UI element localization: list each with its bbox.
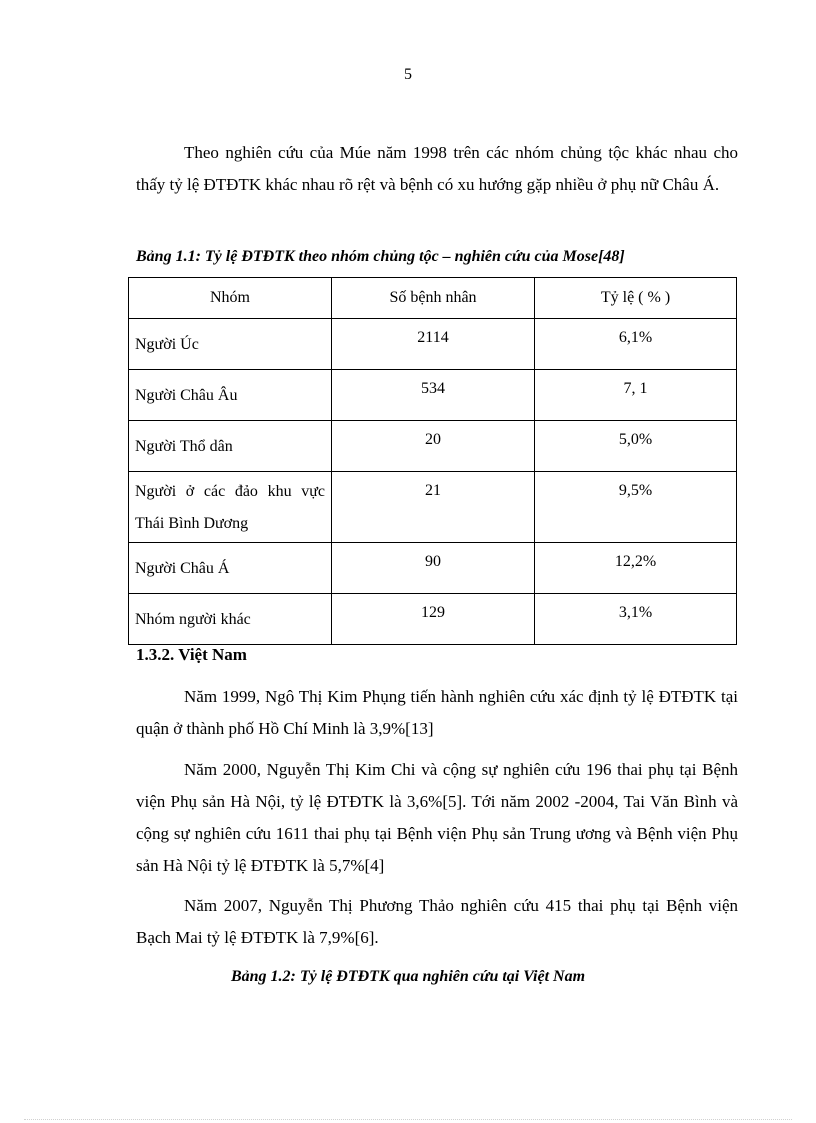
- table2-caption: Bảng 1.2: Tỷ lệ ĐTĐTK qua nghiên cứu tại Việt Nam: [230, 968, 586, 985]
- table1-cell-count: 90: [332, 543, 535, 594]
- table1-cell-group: Người Châu Á: [129, 543, 332, 594]
- section-paragraph-1: [136, 681, 738, 745]
- table1-cell-group: Người Úc: [129, 319, 332, 370]
- table-row: [129, 370, 737, 421]
- table1-cell-count: 21: [332, 472, 535, 543]
- section-paragraph-text: Năm 1999, Ngô Thị Kim Phụng tiến hành nghiên cứu xác định tỷ lệ ĐTĐTK tại quận ở thành phố Hồ Chí Minh là 3,9%[13]: [136, 687, 738, 738]
- table1-cell-rate: 7, 1: [535, 370, 737, 421]
- table1-cell-group: Người Thổ dân: [129, 421, 332, 472]
- intro-paragraph-text: Theo nghiên cứu của Múe năm 1998 trên các nhóm chủng tộc khác nhau cho thấy tỷ lệ ĐTĐTK khác nhau rõ rệt và bệnh có xu hướng gặp nhiều ở phụ nữ Châu Á.: [136, 143, 738, 194]
- table-row: [129, 594, 737, 645]
- table1-cell-count: 20: [332, 421, 535, 472]
- table-row: [129, 472, 737, 543]
- section-paragraph-text: Năm 2000, Nguyễn Thị Kim Chi và cộng sự nghiên cứu 196 thai phụ tại Bệnh viện Phụ sản Hà Nội, tỷ lệ ĐTĐTK là 3,6%[5]. Tới năm 2002 -2004, Tai Văn Bình và cộng sự nghiên cứu 1611 thai phụ tại Bệnh viện Phụ sản Trung ương và Bệnh viện Phụ sản Hà Nội tỷ lệ ĐTĐTK là 5,7%[4]: [136, 760, 738, 875]
- table-row: [129, 421, 737, 472]
- table1-cell-group: Nhóm người khác: [129, 594, 332, 645]
- table1-cell-count: 2114: [332, 319, 535, 370]
- table1-cell-rate: 12,2%: [535, 543, 737, 594]
- table1-cell-rate: 5,0%: [535, 421, 737, 472]
- table1-cell-group: Người ở các đảo khu vực Thái Bình Dương: [129, 472, 332, 543]
- table1-cell-rate: 6,1%: [535, 319, 737, 370]
- table1-header-count: Số bệnh nhân: [332, 278, 535, 319]
- table1-cell-group: Người Châu Âu: [129, 370, 332, 421]
- page-bottom-divider: [24, 1119, 792, 1120]
- intro-paragraph: [136, 137, 738, 201]
- table1-header-row: [129, 278, 737, 319]
- section-paragraph-3: [136, 890, 738, 954]
- table1-cell-rate: 3,1%: [535, 594, 737, 645]
- section-paragraph-text: Năm 2007, Nguyễn Thị Phương Thảo nghiên cứu 415 thai phụ tại Bệnh viện Bạch Mai tỷ lệ ĐTĐTK là 7,9%[6].: [136, 896, 738, 947]
- section-paragraph-2: [136, 754, 738, 882]
- table1-header-rate: Tỷ lệ ( % ): [535, 278, 737, 319]
- page-number: 5: [404, 66, 412, 83]
- section-heading: 1.3.2. Việt Nam: [136, 645, 247, 664]
- table1-cell-count: 129: [332, 594, 535, 645]
- table-row: [129, 319, 737, 370]
- table-row: [129, 543, 737, 594]
- table1-caption: Bảng 1.1: Tỷ lệ ĐTĐTK theo nhóm chủng tộc – nghiên cứu của Mose[48]: [136, 248, 625, 265]
- table1: [128, 277, 737, 645]
- table1-cell-count: 534: [332, 370, 535, 421]
- table1-header-group: Nhóm: [129, 278, 332, 319]
- table1-cell-rate: 9,5%: [535, 472, 737, 543]
